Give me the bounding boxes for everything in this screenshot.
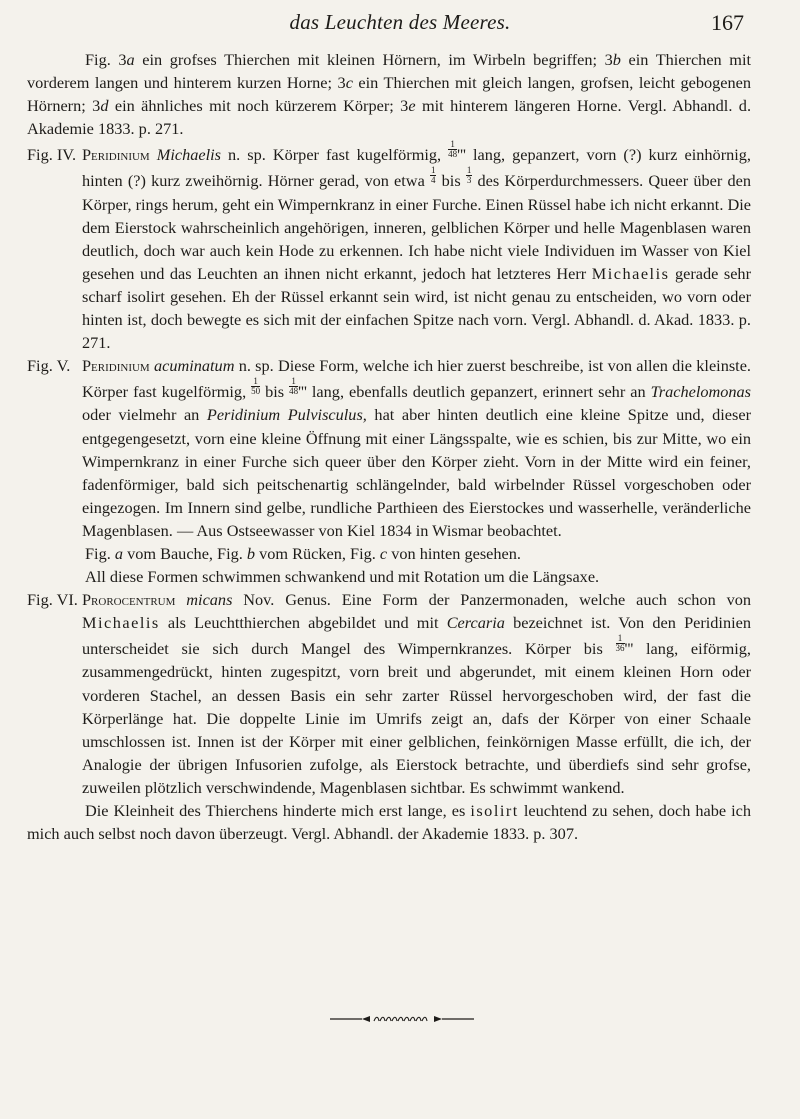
page-header — [0, 10, 800, 40]
figure-label: Fig. VI. — [27, 590, 78, 610]
genus-name: Peridinium — [82, 145, 150, 165]
fraction-denominator: 50 — [251, 386, 261, 397]
text-run: ein grofses Thierchen mit kleinen Hörnern, im Wirbeln begriffen; 3 — [134, 50, 613, 69]
person-name: Michaelis — [82, 613, 160, 633]
species-reference: Peridinium Pulvisculus, — [206, 405, 367, 425]
species-name: Michaelis — [156, 145, 221, 165]
text-run: als Leuchtthierchen abgebildet und mit — [159, 613, 447, 633]
text-run: Fig. — [85, 543, 115, 563]
fraction-denominator: 48 — [448, 149, 458, 160]
figure-letter: a — [126, 50, 135, 69]
fraction — [289, 377, 298, 396]
body-text — [27, 48, 751, 845]
text-run: Die Kleinheit des Thierchens hinderte mich erst lange, es — [85, 801, 471, 820]
person-name: Michaelis — [591, 263, 670, 283]
text-run: hat aber hinten deutlich eine kleine Spitze und, dieser entgegengesetzt, vorn eine kleine Öffnung mit einer Längsspalte, wie es schien, bis zur Mitte, wo ein Wimpernkranz in einer Furche sich queer über den Körper zieht. Vorn in der Mitte wird ein feiner, fadenförmiger, bald sich peitschenartig schlängelnder, bald wirbelnder Rüssel vorgeschoben oder eingezogen. Im Innern sind gelbe, rundliche Parthieen des Eierstockes und wasserhelle, veränderliche Magenblasen. — Aus Ostseewasser von Kiel 1834 in Wismar beobachtet. — [82, 405, 752, 540]
rotation-note: All diese Formen schwimmen schwankend und mit Rotation um die Längsaxe. — [85, 567, 600, 587]
figure-letter: c — [379, 543, 388, 563]
fig3-description — [27, 48, 751, 140]
fig4-entry — [27, 140, 751, 354]
fraction — [448, 140, 457, 159]
figure-label: Fig. IV. — [27, 145, 77, 165]
figure-letter: d — [100, 96, 109, 116]
text-run: bis — [436, 171, 466, 191]
text-run: bis — [260, 382, 290, 402]
fig5-views — [27, 542, 751, 565]
text-run: des Körperdurchmessers. Queer über den Körper, rings herum, geht ein Wimpernkranz in einer Furche. Einen Rüssel habe ich nicht erkannt. Die dem Eierstock wahrscheinlich angehörigen, inneren, gelblichen Körper und helle Magenblasen waren deutlich, doch war auch kein Hode zu erkennen. Ich habe nicht viele Individuen im Wasser von Kiel gesehen und das Leuchten an ihnen nicht erkannt, jedoch hat letzteres Herr — [82, 171, 751, 283]
fraction — [616, 634, 625, 653]
closing-paragraph — [27, 799, 751, 845]
fraction-denominator: 4 — [430, 175, 436, 186]
fraction-denominator: 36 — [615, 643, 625, 654]
text-run: bezeichnet ist. Von den Peridinien unterscheidet sie sich durch Mangel des Wimpernkranzes. Körper bis — [82, 613, 751, 659]
text-run: vom Bauche, Fig. — [123, 543, 247, 563]
fraction-numerator: 1 — [466, 165, 472, 176]
end-ornament — [330, 1013, 474, 1025]
text-run: ein Thierchen mit gleich langen, grofsen, leicht gebogenen Hörnern; 3 — [27, 73, 752, 116]
figure-letter: a — [114, 543, 124, 563]
text-run: ein Thierchen mit vorderem langen und hinterem kurzen Horne; 3 — [27, 50, 751, 93]
genus-name: Peridinium — [82, 356, 150, 376]
fraction-numerator: 1 — [430, 165, 436, 176]
species-name: acuminatum — [153, 356, 235, 376]
genus-name: Prorocentrum — [82, 590, 176, 610]
text-run: Fig. 3 — [85, 50, 127, 69]
fraction — [251, 377, 260, 396]
text-run: ein ähnliches mit noch kürzerem Körper; 3 — [108, 96, 409, 116]
genus-reference: Cercaria — [446, 613, 505, 633]
genus-reference: Trachelomonas — [650, 382, 751, 402]
text-run: ''' lang, gepanzert, vorn (?) kurz einhörnig, hinten (?) kurz zweihörnig. Hörner gerad, von etwa — [82, 145, 751, 191]
figure-letter: e — [408, 96, 416, 116]
fraction-numerator: 1 — [289, 377, 298, 387]
figure-label: Fig. V. — [27, 356, 71, 376]
fraction-denominator: 3 — [466, 175, 472, 186]
emphasis: isolirt — [470, 801, 519, 820]
text-run: ''' lang, ebenfalls deutlich gepanzert, erinnert sehr an — [298, 382, 651, 402]
text-run: leuchtend zu sehen, doch habe ich mich auch selbst noch davon überzeugt. Vergl. Abhandl. der Akademie 1833. p. 307. — [27, 801, 751, 844]
text-run: mit hinterem längeren Horne. Vergl. Abhandl. d. Akademie 1833. p. 271. — [27, 96, 752, 139]
fraction-numerator: 1 — [448, 140, 457, 150]
fig6-entry — [27, 588, 751, 799]
fraction-denominator: 48 — [289, 386, 299, 397]
text-run: ''' lang, eiförmig, zusammengedrückt, hinten zugespitzt, vorn breit und abgerundet, mit einem kleinen Horn oder vorderen Stachel, an dessen Basis ein sehr zarter Rüssel hervorgeschoben wird, der fast die Körperlänge hat. Die doppelte Linie im Umrifs zeigt an, dafs der Körper von einer Schaale umschlossen ist. Innen ist der Körper mit einer gelblichen, feinkörnigen Masse erfüllt, die ich, der Analogie der übrigen Infusorien zufolge, als Eierstock betrachte, und überdiefs sind sehr grofse, zuweilen plötzlich verschwindende, Magenblasen sichtbar. Es schwimmt wankend. — [82, 639, 751, 797]
text-run: gerade sehr scharf isolirt gesehen. Eh der Rüssel erkannt sein wird, ist nicht genau zu entscheiden, wo vorn oder hinten ist, doch bewegte es sich mit der einfachen Spitze nach vorn. Vergl. Abhandl. d. Akad. 1833. p. 271. — [82, 263, 751, 353]
fig5-entry — [27, 354, 751, 542]
figure-letter: b — [612, 50, 621, 69]
text-run: vom Rücken, Fig. — [255, 543, 380, 563]
fraction-numerator: 1 — [251, 377, 260, 387]
figure-letter: c — [345, 73, 353, 93]
text-run: Nov. Genus. Eine Form der Panzermonaden, welche auch schon von — [232, 590, 751, 610]
running-title: das Leuchten des Meeres. — [289, 10, 511, 34]
fraction-numerator: 1 — [616, 634, 625, 644]
text-run: von hinten gesehen. — [387, 543, 521, 563]
text-run: n. sp. Körper fast kugelförmig, — [220, 145, 449, 165]
species-name: micans — [186, 590, 233, 610]
text-run: n. sp. Diese Form, welche ich hier zuerst beschreibe, ist von allen die kleinste. Körper fast kugelförmig, — [82, 356, 751, 402]
text-run: oder vielmehr an — [82, 405, 207, 425]
figure-letter: b — [246, 543, 256, 563]
page-number: 167 — [711, 10, 744, 35]
